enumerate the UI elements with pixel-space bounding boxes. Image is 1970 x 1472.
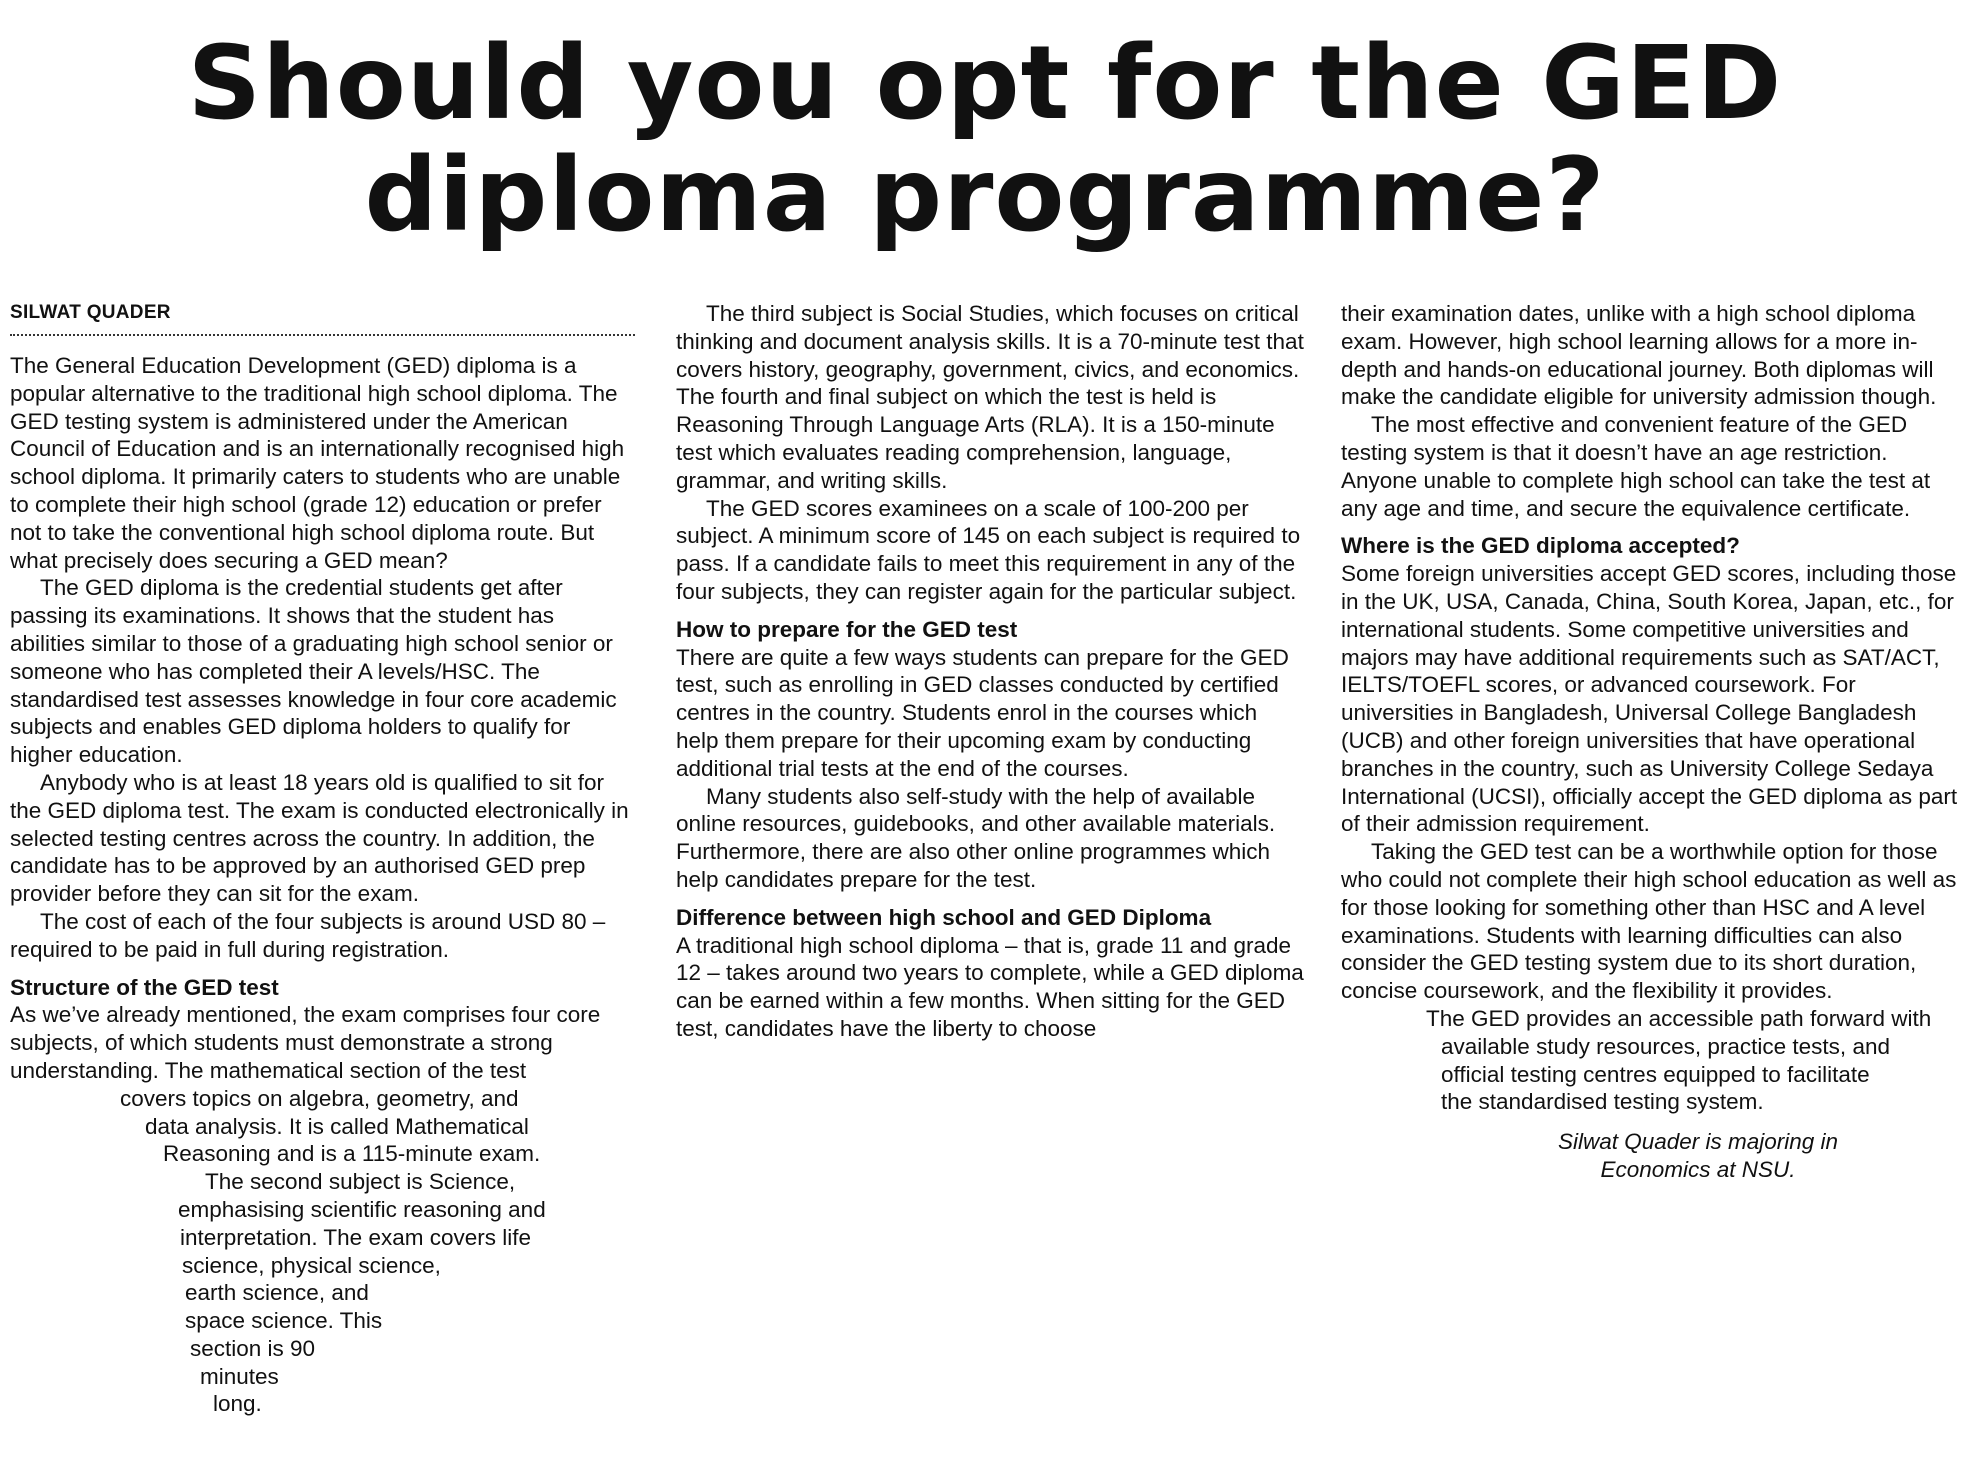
paragraph: Anybody who is at least 18 years old is qualified to sit for the GED diploma test. The exam is conducted electronically in selected testing centres across the country. In addition, the candidate has to be approved by an authorised GED prep provider before they can sit for the exam. (10, 769, 629, 907)
column-2 (676, 300, 1304, 1043)
column-1 (10, 300, 635, 1418)
article-headline (0, 24, 1970, 255)
author-note-line-1: Silwat Quader is majoring in (1557, 1129, 1839, 1155)
paragraph: The GED diploma is the credential students get after passing its examinations. It shows that the student has abilities similar to those of a graduating high school senior or someone who has completed their A levels/HSC. The standardised test assesses knowledge in four core academic subjects and enables GED diploma holders to qualify for higher education. (10, 575, 617, 768)
text-line: science, physical science, (182, 1252, 441, 1278)
text-line: data analysis. It is called Mathematical (145, 1113, 529, 1139)
text-line: space science. This (185, 1308, 383, 1334)
text-line: the standardised testing system. (1441, 1089, 1764, 1115)
text-line: long. (213, 1391, 262, 1417)
author-note (1341, 1128, 1965, 1184)
byline: SILWAT QUADER (10, 300, 635, 336)
author-note-line-2: Economics at NSU. (1600, 1156, 1796, 1182)
paragraph: The General Education Development (GED) diploma is a popular alternative to the traditional high school diploma. The GED testing system is administered under the American Council of Education and is an internationally recognised high school diploma. It primarily caters to students who are unable to complete their high school (grade 12) education or prefer not to take the conventional high school diploma route. But what precisely does securing a GED mean? (10, 353, 625, 573)
paragraph: Taking the GED test can be a worthwhile option for those who could not complete their high school education as well as for those looking for something other than HSC and A level examinations. Students with learning difficulties can also consider the GED testing system due to its short duration, concise coursework, and the flexibility it provides. (1341, 839, 1957, 1004)
text-line: section is 90 (190, 1335, 316, 1361)
subheading-accepted: Where is the GED diploma accepted? (1341, 533, 1740, 559)
shaped-text-block (1341, 1005, 1965, 1116)
text-line: The second subject is Science, (205, 1169, 516, 1195)
paragraph: their examination dates, unlike with a high school diploma exam. However, high school learning allows for a more in-depth and hands-on educational journey. Both diplomas will make the candidate eligible for university admission though. (1341, 301, 1937, 410)
paragraph: As we’ve already mentioned, the exam comprises four core subjects, of which students must demonstrate a strong understanding. The mathematical section of the test (10, 1002, 601, 1083)
text-line: emphasising scientific reasoning and (178, 1196, 546, 1222)
paragraph: There are quite a few ways students can prepare for the GED test, such as enrolling in GED classes conducted by certified centres in the country. Students enrol in the courses which help them prepare for their upcoming exam by conducting additional trial tests at the end of the courses. (676, 644, 1289, 781)
text-line: The GED provides an accessible path forward with (1426, 1005, 1932, 1031)
paragraph: Some foreign universities accept GED scores, including those in the UK, USA, Canada, China, South Korea, Japan, etc., for international students. Some competitive universities and majors may have additional requirements such as SAT/ACT, IELTS/TOEFL scores, or advanced coursework. For universities in Bangladesh, Universal College Bangladesh (UCB) and other foreign universities that have operational branches in the country, such as University College Sedaya International (UCSI), officially accept the GED diploma as part of their admission requirement. (1341, 561, 1958, 837)
text-line: earth science, and (185, 1280, 369, 1306)
text-line: covers topics on algebra, geometry, and (120, 1085, 519, 1111)
shaped-text-block (10, 1085, 635, 1419)
headline-line-1: Should you opt for the GED (187, 24, 1783, 143)
subheading-structure: Structure of the GED test (10, 974, 279, 1000)
paragraph: The most effective and convenient feature of the GED testing system is that it doesn’t have an age restriction. Anyone unable to complete high school can take the test at any age and time, and secure the equivalence certificate. (1341, 412, 1931, 521)
subheading-difference: Difference between high school and GED Diploma (676, 904, 1212, 930)
text-line: Reasoning and is a 115-minute exam. (163, 1141, 541, 1167)
paragraph: Many students also self-study with the help of available online resources, guidebooks, and other available materials. Furthermore, there are also other online programmes which help candidates prepare for the test. (676, 783, 1276, 892)
text-line: interpretation. The exam covers life (180, 1224, 532, 1250)
text-line: minutes (200, 1363, 279, 1389)
paragraph: A traditional high school diploma – that is, grade 11 and grade 12 – takes around two years to complete, while a GED diploma can be earned within a few months. When sitting for the GED test, candidates have the liberty to choose (676, 932, 1304, 1041)
paragraph: The cost of each of the four subjects is around USD 80 – required to be paid in full during registration. (10, 908, 606, 962)
subheading-prepare: How to prepare for the GED test (676, 616, 1018, 642)
headline-line-2: diploma programme? (364, 136, 1606, 255)
paragraph: The GED scores examinees on a scale of 100-200 per subject. A minimum score of 145 on each subject is required to pass. If a candidate fails to meet this requirement in any of the four subjects, they can register again for the particular subject. (676, 495, 1301, 604)
text-line: available study resources, practice tests, and (1441, 1033, 1890, 1059)
paragraph: The third subject is Social Studies, which focuses on critical thinking and document analysis skills. It is a 70-minute test that covers history, geography, government, civics, and economics. The fourth and final subject on which the test is held is Reasoning Through Language Arts (RLA). It is a 150-minute test which evaluates reading comprehension, language, grammar, and writing skills. (676, 301, 1304, 493)
text-line: official testing centres equipped to facilitate (1441, 1061, 1870, 1087)
column-3 (1341, 300, 1965, 1184)
